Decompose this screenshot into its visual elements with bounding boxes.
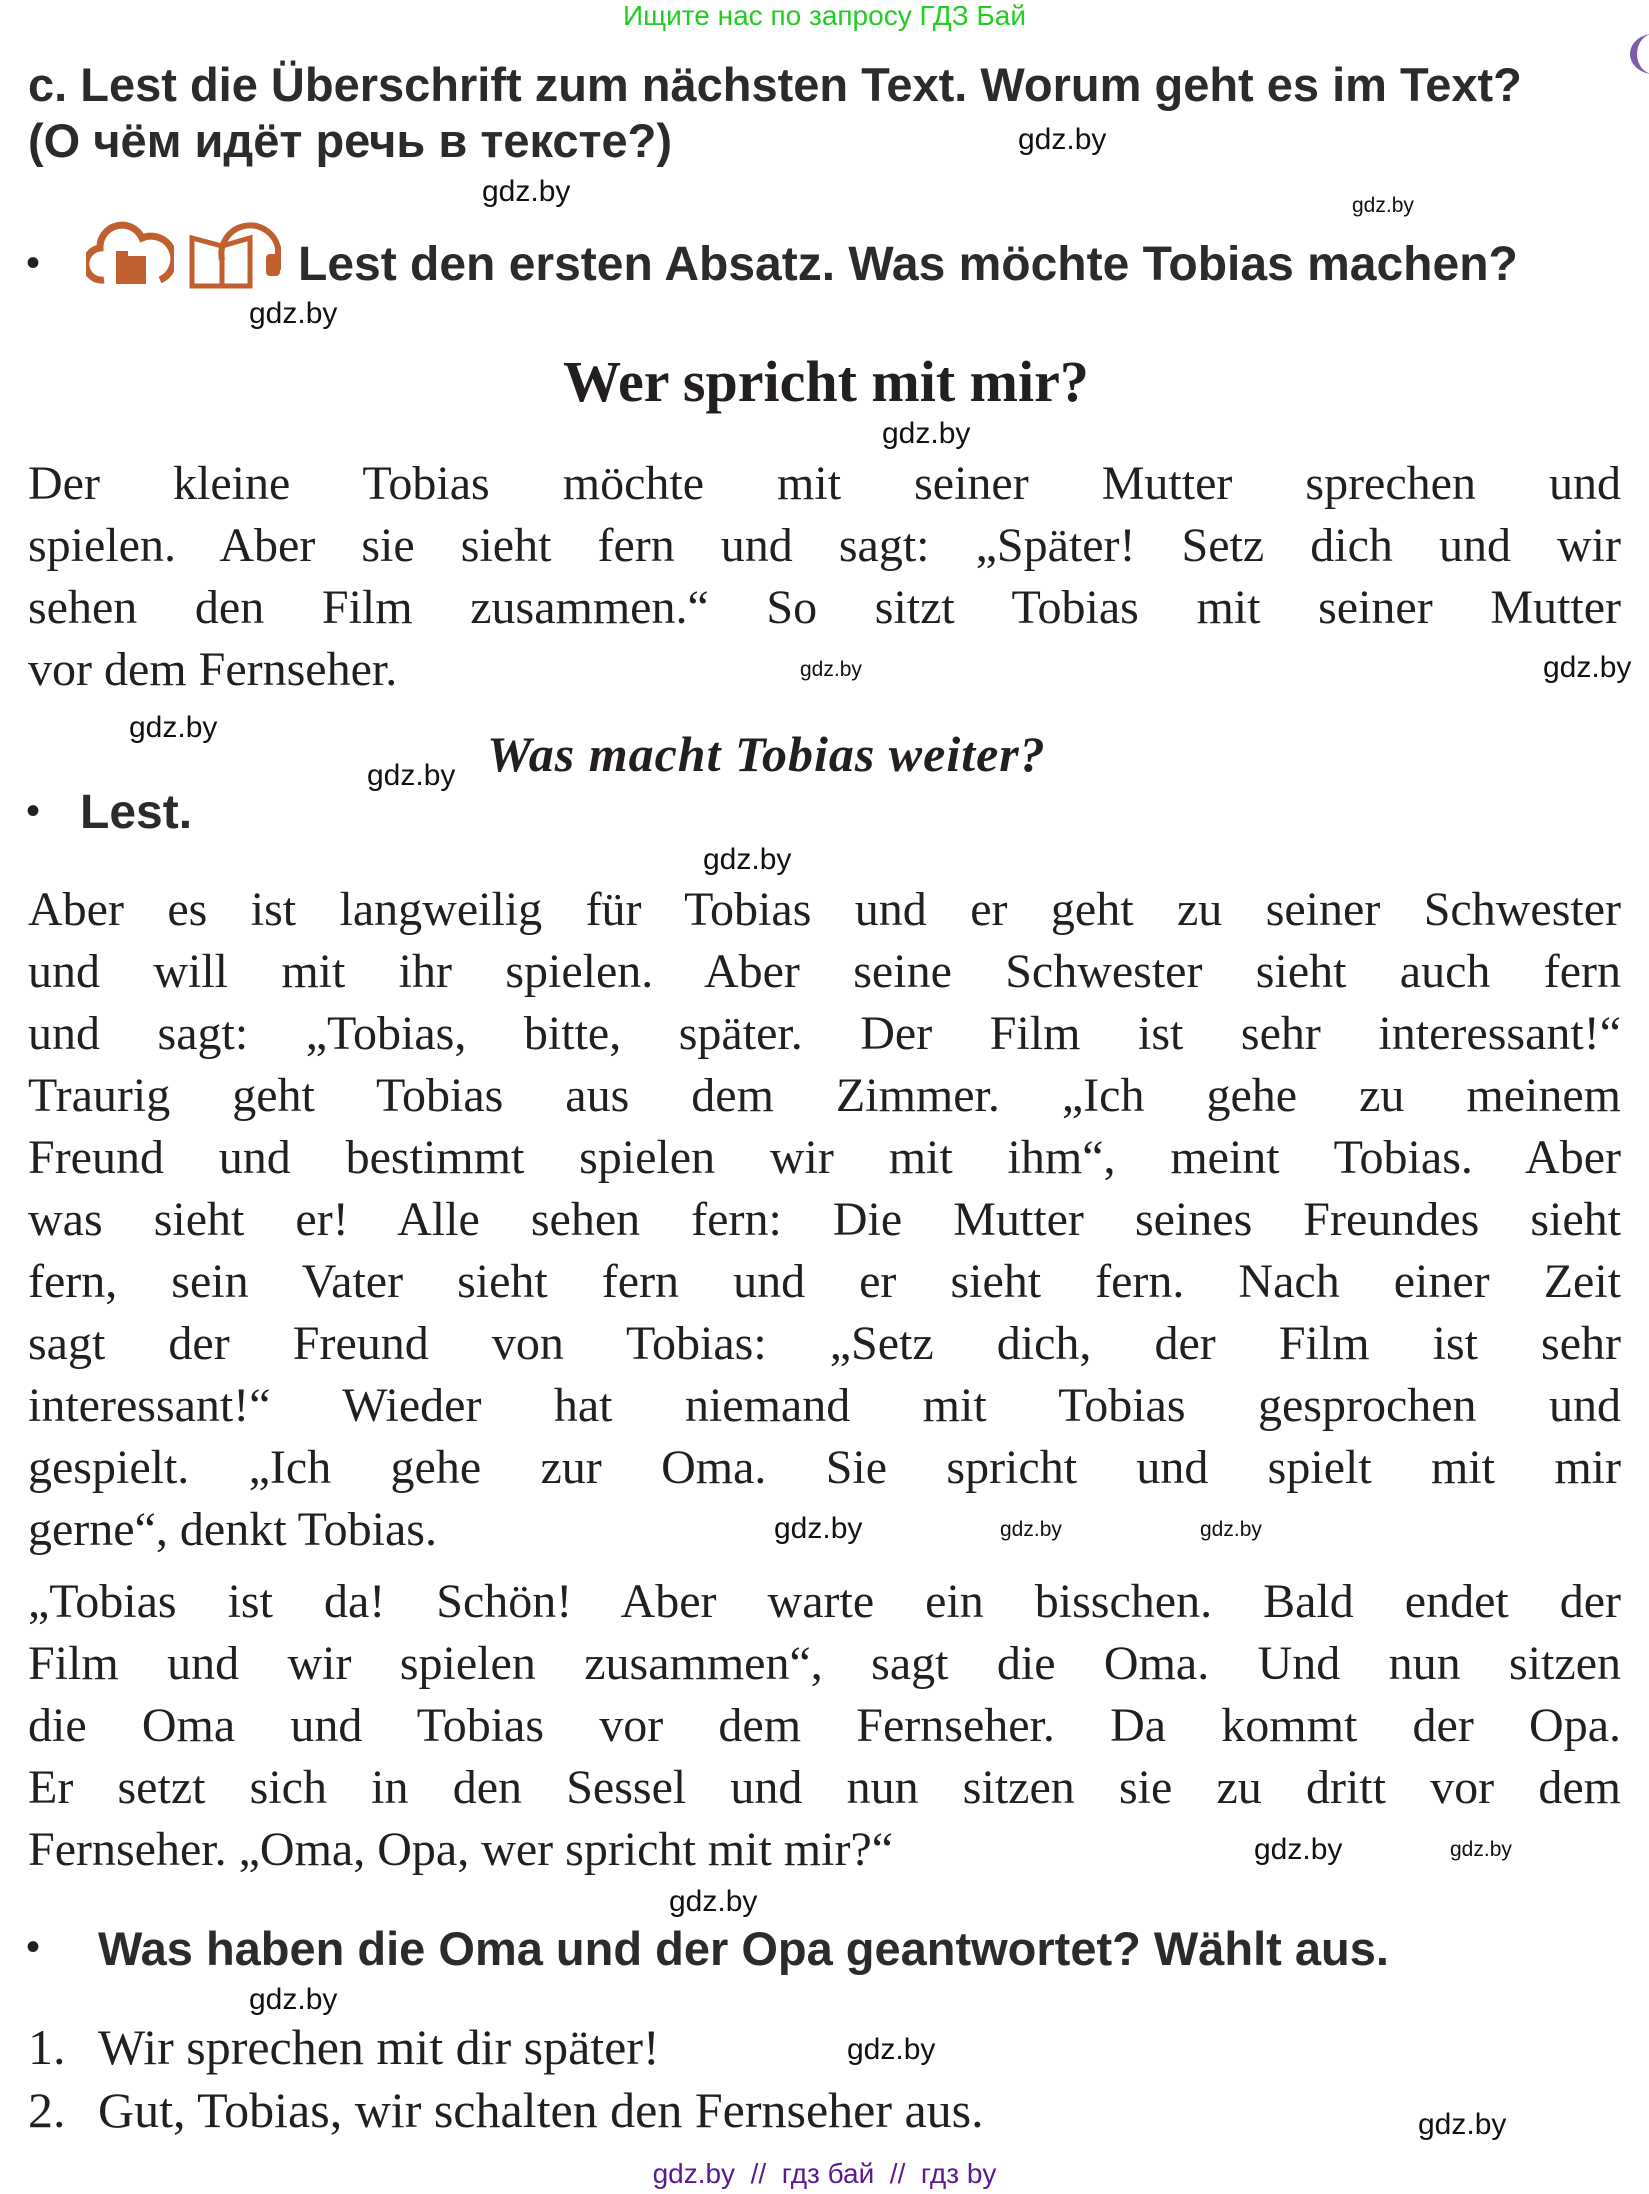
watermark: gdz.by [1450, 1838, 1512, 1861]
story-paragraph-2 [28, 879, 1621, 1561]
text-line: die Oma und Tobias vor dem Fernseher. Da kommt der Opa. [28, 1699, 1621, 1752]
text-line: Er setzt sich in den Sessel und nun sitzen sie zu dritt vor dem [28, 1761, 1621, 1814]
watermark: gdz.by [1418, 2108, 1507, 2141]
answer-option-1 [28, 2018, 660, 2076]
watermark: gdz.by [367, 759, 456, 792]
watermark: gdz.by [882, 417, 971, 450]
text-line: was sieht er! Alle sehen fern: Die Mutter seines Freundes sieht [28, 1193, 1621, 1246]
text-line: fern, sein Vater sieht fern und er sieht fern. Nach einer Zeit [28, 1255, 1621, 1308]
watermark: gdz.by [249, 1983, 338, 2016]
text-line: und sagt: „Tobias, bitte, später. Der Film ist sehr interessant!“ [28, 1007, 1621, 1060]
text-line: gespielt. „Ich gehe zur Oma. Sie spricht und spielt mit mir [28, 1441, 1621, 1494]
text-line: und will mit ihr spielen. Aber seine Schwester sieht auch fern [28, 945, 1621, 998]
text-line: spielen. Aber sie sieht fern und sagt: „Später! Setz dich und wir [28, 519, 1621, 572]
watermark: gdz.by [1543, 651, 1632, 684]
text-line: sagt der Freund von Tobias: „Setz dich, der Film ist sehr [28, 1317, 1621, 1370]
watermark: gdz.by [774, 1512, 863, 1545]
watermark: gdz.by [1352, 194, 1414, 217]
watermark: gdz.by [1254, 1833, 1343, 1866]
option-text: Wir sprechen mit dir später! [98, 2019, 660, 2075]
audiobook-headphones-icon [188, 208, 284, 295]
text-line: interessant!“ Wieder hat niemand mit Tobias gesprochen und [28, 1379, 1621, 1432]
watermark: gdz.by [129, 711, 218, 744]
watermark: gdz.by [249, 297, 338, 330]
watermark: gdz.by [1000, 1518, 1062, 1541]
watermark: gdz.by [482, 175, 571, 208]
text-line: gerne“, denkt Tobias. [28, 1503, 437, 1556]
footer-links: gdz.by // гдз бай // гдз by [652, 2158, 997, 2189]
task-first-text: Lest den ersten Absatz. Was möchte Tobias machen? [298, 238, 1518, 291]
text-line: Freund und bestimmt spielen wir mit ihm“, meint Tobias. Aber [28, 1131, 1621, 1184]
option-number: 1. [28, 2019, 66, 2075]
text-line: vor dem Fernseher. [28, 643, 398, 696]
option-text: Gut, Tobias, wir schalten den Fernseher aus. [98, 2082, 984, 2138]
purple-arc-decoration [1630, 34, 1649, 74]
text-line: Aber es ist langweilig für Tobias und er geht zu seiner Schwester [28, 883, 1621, 936]
story-title: Wer spricht mit mir? [563, 349, 1089, 414]
watermark: gdz.by [1018, 123, 1107, 156]
bullet: • [26, 1925, 41, 1969]
cloud-folder-icon [86, 218, 174, 293]
text-line: Traurig geht Tobias aus dem Zimmer. „Ich gehe zu meinem [28, 1069, 1621, 1122]
watermark: gdz.by [847, 2033, 936, 2066]
task-answer-text: Was haben die Oma und der Opa geantwortet? Wählt aus. [98, 1922, 1389, 1975]
story-subtitle: Was macht Tobias weiter? [487, 726, 1046, 782]
bullet: • [26, 241, 41, 285]
watermark: gdz.by [800, 658, 862, 681]
search-hint-banner: Ищите нас по запросу ГДЗ Бай [622, 0, 1027, 31]
story-paragraph-3 [28, 1571, 1621, 1881]
task-c-line1: c. Lest die Überschrift zum nächsten Text. Worum geht es im Text? [28, 58, 1522, 111]
option-number: 2. [28, 2082, 66, 2138]
text-line: „Tobias ist da! Schön! Aber warte ein bisschen. Bald endet der [28, 1575, 1621, 1628]
text-line: Der kleine Tobias möchte mit seiner Mutter sprechen und [28, 457, 1621, 510]
text-line: Fernseher. „Oma, Opa, wer spricht mit mir?“ [28, 1823, 894, 1876]
lest-instruction: Lest. [80, 786, 193, 839]
watermark: gdz.by [669, 1885, 758, 1918]
task-c-line2: (О чём идёт речь в тексте?) [28, 114, 673, 167]
text-line: sehen den Film zusammen.“ So sitzt Tobias mit seiner Mutter [28, 581, 1621, 634]
bullet: • [26, 789, 41, 833]
watermark: gdz.by [1200, 1518, 1262, 1541]
watermark: gdz.by [703, 843, 792, 876]
text-line: Film und wir spielen zusammen“, sagt die Oma. Und nun sitzen [28, 1637, 1621, 1690]
answer-option-2 [28, 2081, 984, 2139]
